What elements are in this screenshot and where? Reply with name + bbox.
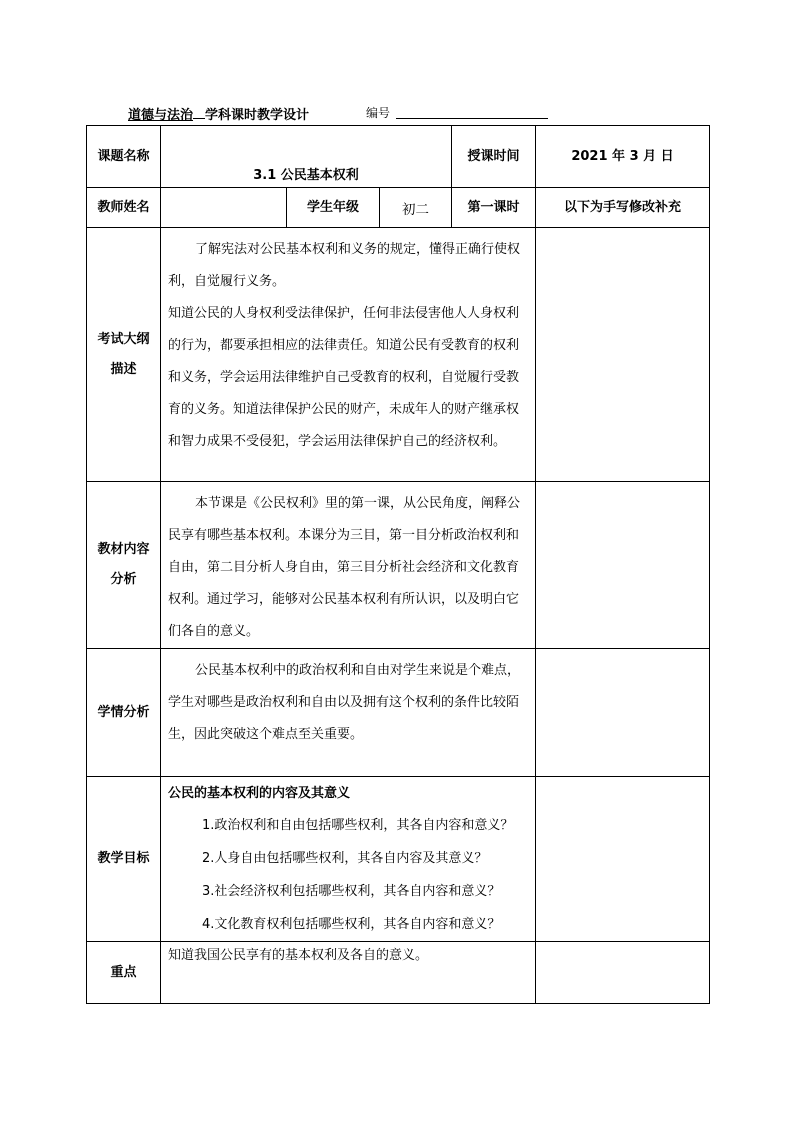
goal-item: 3.社会经济权利包括哪些权利，其各自内容和意义？ xyxy=(202,884,501,899)
lesson-number-label: 第一课时 xyxy=(452,188,536,228)
students-row xyxy=(87,649,710,777)
goals-row xyxy=(87,777,710,942)
material-content xyxy=(161,482,536,649)
subject-name: 道德与法治 xyxy=(128,108,194,123)
keypoint-row xyxy=(87,942,710,1004)
teaching-time-value[interactable]: 2021 年 3 月 日 xyxy=(536,126,710,188)
students-label: 学情分析 xyxy=(87,649,161,777)
students-content xyxy=(161,649,536,777)
topic-value-cell[interactable] xyxy=(161,126,452,188)
students-revision-cell[interactable] xyxy=(536,649,710,777)
goals-content xyxy=(161,777,536,942)
material-label xyxy=(87,482,161,649)
subject-blank xyxy=(193,106,205,119)
keypoint-content xyxy=(161,942,536,1004)
serial-number-label: 编号 xyxy=(366,106,391,120)
grade-value[interactable]: 初二 xyxy=(380,188,452,228)
keypoint-label: 重点 xyxy=(87,942,161,1004)
teacher-name-label: 教师姓名 xyxy=(87,188,161,228)
revision-note-label: 以下为手写修改补充 xyxy=(536,188,710,228)
goals-title: 公民的基本权利的内容及其意义 xyxy=(168,786,351,801)
outline-paragraph-2: 知道公民的人身权利受法律保护，任何非法侵害他人人身权利的行为，都要承担相应的法律责任。知道公民有受教育的权利和义务，学会运用法律维护自己受教育的权利，自觉履行受教育的义务。知道法律保护公民的财产，未成年人的财产继承权和智力成果不受侵犯，学会运用法律保护自己的经济权利。 xyxy=(168,306,520,449)
outline-label-line1: 考试大纲 xyxy=(97,331,150,347)
outline-revision-cell[interactable] xyxy=(536,228,710,482)
goal-item: 1.政治权利和自由包括哪些权利，其各自内容和意义？ xyxy=(202,818,514,833)
students-text: 公民基本权利中的政治权利和自由对学生来说是个难点，学生对哪些是政治权利和自由以及拥有这个权利的条件比较陌生，因此突破这个难点至关重要。 xyxy=(168,663,521,742)
outline-label xyxy=(87,228,161,482)
grade-label: 学生年级 xyxy=(287,188,380,228)
document-type: 学科课时教学设计 xyxy=(205,108,310,123)
document-header xyxy=(128,104,568,124)
material-revision-cell[interactable] xyxy=(536,482,710,649)
material-row xyxy=(87,482,710,649)
outline-label-line2: 描述 xyxy=(110,361,137,377)
teacher-name-value[interactable] xyxy=(161,188,287,228)
material-label-line1: 教材内容 xyxy=(97,542,150,557)
teaching-time-label: 授课时间 xyxy=(452,126,536,188)
keypoint-revision-cell[interactable] xyxy=(536,942,710,1004)
outline-content xyxy=(161,228,536,482)
goals-revision-cell[interactable] xyxy=(536,777,710,942)
topic-row xyxy=(87,126,710,188)
material-label-line2: 分析 xyxy=(110,572,137,587)
goals-label: 教学目标 xyxy=(87,777,161,942)
lesson-plan-table xyxy=(86,125,710,1004)
teacher-row xyxy=(87,188,710,228)
outline-paragraph-1: 了解宪法对公民基本权利和义务的规定，懂得正确行使权利，自觉履行义务。 xyxy=(168,242,521,289)
keypoint-text: 知道我国公民享有的基本权利及各自的意义。 xyxy=(168,948,429,963)
topic-label: 课题名称 xyxy=(87,126,161,188)
serial-number-blank[interactable] xyxy=(396,118,548,119)
goal-item: 4.文化教育权利包括哪些权利，其各自内容和意义？ xyxy=(202,917,501,932)
material-text: 本节课是《公民权利》里的第一课，从公民角度，阐释公民享有哪些基本权利。本课分为三目，第一目分析政治权利和自由，第二目分析人身自由，第三目分析社会经济和文化教育权利。通过学习，能够对公民基本权利有所认识，以及明白它们各自的意义。 xyxy=(168,496,521,639)
outline-row xyxy=(87,228,710,482)
goal-item: 2.人身自由包括哪些权利，其各自内容及其意义？ xyxy=(202,851,488,866)
topic-value: 3.1 公民基本权利 xyxy=(253,168,359,183)
